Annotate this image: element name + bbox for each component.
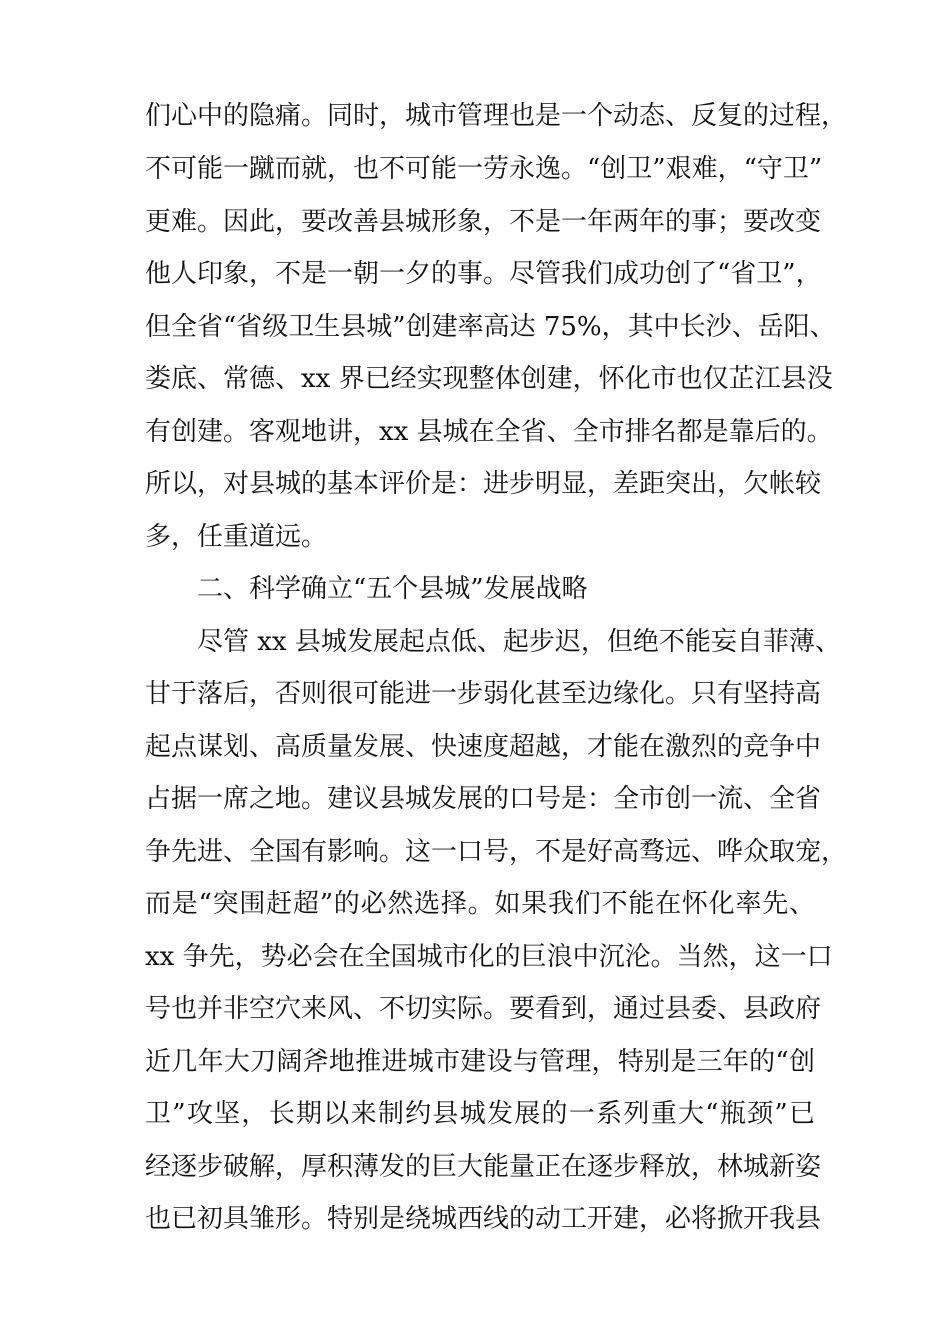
text-line-21: 经逐步破解，厚积薄发的巨大能量正在逐步释放，林城新姿: [145, 1152, 822, 1182]
text-line-5: 但全省“省级卫生县城”创建率高达 75%，其中长沙、岳阳、: [145, 312, 836, 342]
text-line-14: 占据一席之地。建议县城发展的口号是：全市创一流、全省: [145, 784, 822, 814]
text-line-20: 卫”攻坚，长期以来制约县城发展的一系列重大“瓶颈”已: [145, 1099, 815, 1129]
text-line-15: 争先进、全国有影响。这一口号，不是好高骛远、哗众取宠，: [145, 837, 848, 867]
text-line-19: 近几年大刀阔斧地推进城市建设与管理，特别是三年的“创: [145, 1047, 815, 1077]
text-line-3: 更难。因此，要改善县城形象，不是一年两年的事；要改变: [145, 207, 822, 237]
text-line-4: 他人印象，不是一朝一夕的事。尽管我们成功创了“省卫”，: [145, 259, 822, 289]
text-line-12: 甘于落后，否则很可能进一步弱化甚至边缘化。只有坚持高: [145, 679, 822, 709]
text-line-13: 起点谋划、高质量发展、快速度超越，才能在激烈的竞争中: [145, 732, 822, 762]
section-heading: 二、科学确立“五个县城”发展战略: [197, 574, 588, 604]
text-line-18: 号也并非空穴来风、不切实际。要看到，通过县委、县政府: [145, 994, 822, 1024]
text-line-7: 有创建。客观地讲，xx 县城在全省、全市排名都是靠后的。: [145, 417, 833, 447]
text-line-8: 所以，对县城的基本评价是：进步明显，差距突出，欠帐较: [145, 469, 822, 499]
text-line-6: 娄底、常德、xx 界已经实现整体创建，怀化市也仅芷江县没: [145, 364, 833, 394]
text-line-9: 多，任重道远。: [145, 522, 328, 552]
text-line-2: 不可能一蹴而就，也不可能一劳永逸。“创卫”艰难，“守卫”: [145, 154, 823, 184]
text-line-17: xx 争先，势必会在全国城市化的巨浪中沉沦。当然，这一口: [145, 942, 833, 972]
paragraph-first-line: 尽管 xx 县城发展起点低、起步迟，但绝不能妄自菲薄、: [197, 627, 841, 657]
text-line-22: 也已初具雏形。特别是绕城西线的动工开建，必将掀开我县: [145, 1204, 822, 1234]
text-line-16: 而是“突围赶超”的必然选择。如果我们不能在怀化率先、: [145, 889, 815, 919]
text-line-1: 们心中的隐痛。同时，城市管理也是一个动态、反复的过程，: [145, 101, 848, 131]
